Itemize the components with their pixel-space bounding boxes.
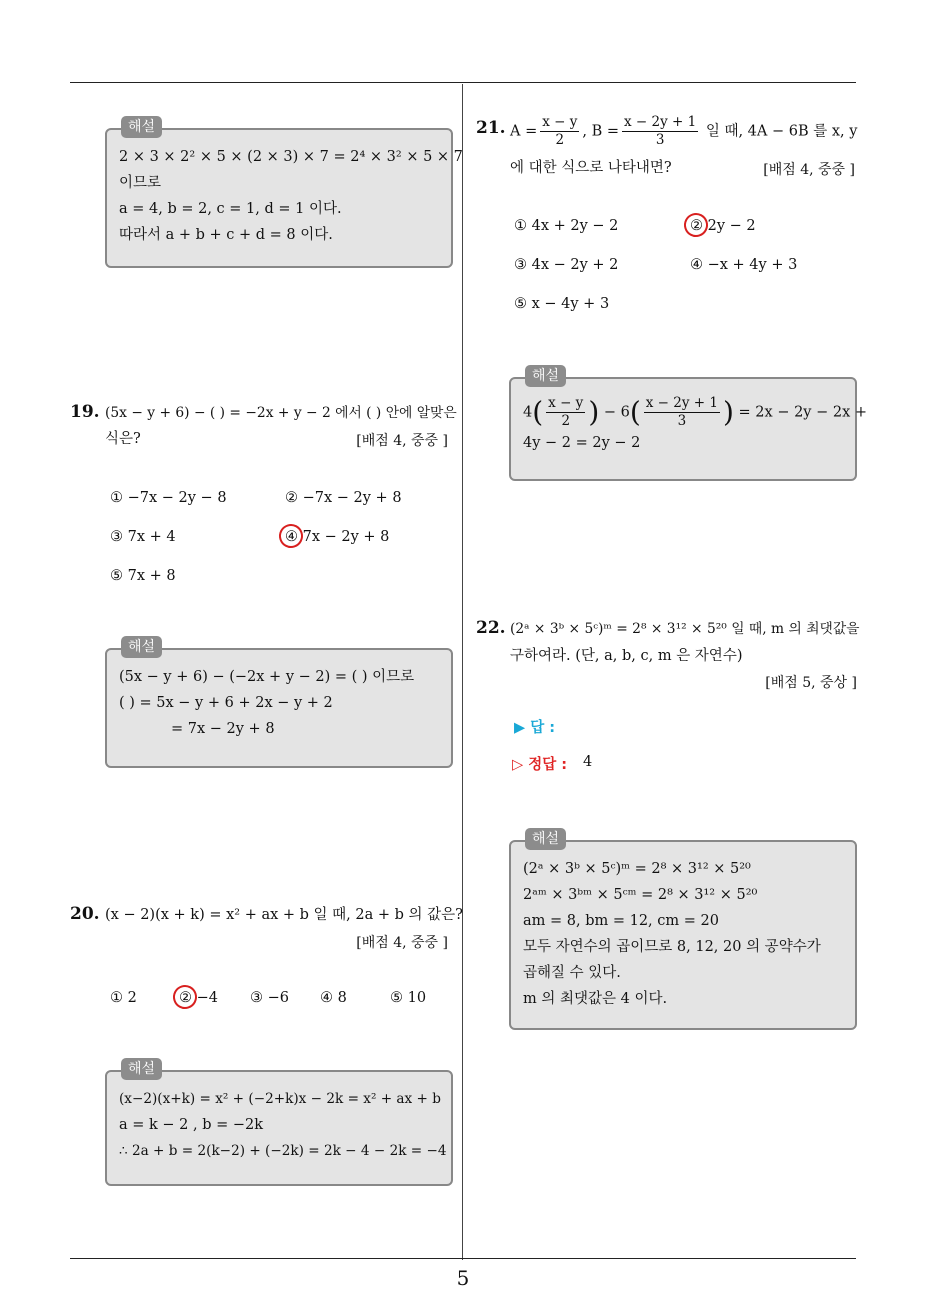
option-4[interactable]: ④ −x + 4y + 3: [690, 257, 798, 273]
option-4[interactable]: ④ 8: [320, 990, 347, 1006]
question-text-rest: 일 때, 4A − 6B 를 x, y: [701, 123, 858, 140]
option-2[interactable]: ② 2y − 2: [690, 218, 756, 234]
explanation-line: a = k − 2 , b = −2k: [119, 1117, 264, 1133]
option-1[interactable]: ① 2: [110, 990, 137, 1006]
question-number: 21.: [476, 118, 506, 138]
question-text: (x − 2)(x + k) = x² + ax + b 일 때, 2a + b 의 값은?: [105, 907, 463, 923]
question-text: 에 대한 식으로 나타내면?: [510, 160, 672, 176]
explanation-tag: 해설: [525, 828, 566, 850]
option-3[interactable]: ③ 4x − 2y + 2: [514, 257, 619, 273]
explanation-line: 곱해질 수 있다.: [523, 965, 621, 981]
page-number: 5: [456, 1266, 470, 1290]
paren: ): [588, 395, 600, 429]
q21-explanation-box: [509, 368, 868, 481]
denominator: 3: [655, 132, 665, 148]
paren: (: [532, 395, 544, 429]
explanation-tag: 해설: [121, 1058, 162, 1080]
numerator: x − 2y + 1: [645, 395, 718, 411]
explanation-line: 모두 자연수의 곱이므로 8, 12, 20 의 공약수가: [523, 939, 821, 955]
fraction: [644, 395, 720, 430]
explanation-line: 따라서 a + b + c + d = 8 이다.: [119, 227, 333, 243]
option-3[interactable]: ③ −6: [250, 990, 289, 1006]
points-label: [배점 5, 중상 ]: [765, 675, 857, 691]
explanation-tag: 해설: [121, 636, 162, 658]
numerator: x − y: [548, 395, 584, 411]
question-text: 식은?: [105, 431, 141, 447]
question-text: 구하여라. (단, a, b, c, m 은 자연수): [510, 648, 743, 664]
denominator: 2: [561, 413, 571, 429]
q20-explanation-box: [105, 1061, 453, 1186]
explanation-line: am = 8, bm = 12, cm = 20: [523, 913, 719, 929]
denominator: 2: [555, 132, 565, 148]
q22-explanation-box: [509, 831, 857, 1030]
answer-label: ▶ 답 :: [514, 720, 556, 736]
q19-explanation-box: [105, 639, 453, 768]
paren: ): [723, 395, 734, 429]
question-number: 22.: [476, 618, 506, 638]
formula-a-label: A =: [510, 123, 538, 140]
option-4[interactable]: ④ 7x − 2y + 8: [285, 529, 390, 545]
explanation-line: a = 4, b = 2, c = 1, d = 1 이다.: [119, 201, 342, 217]
q18-explanation-box: [105, 119, 463, 268]
fraction: [540, 114, 579, 149]
selected-answer-circle: [276, 521, 306, 551]
points-label: [배점 4, 중중 ]: [763, 162, 855, 178]
explanation-line: 이므로: [119, 175, 162, 191]
option-2[interactable]: ② −7x − 2y + 8: [285, 490, 402, 506]
selected-answer-circle: [681, 210, 711, 240]
explanation-line: (x−2)(x+k) = x² + (−2+k)x − 2k = x² + ax + b: [119, 1091, 441, 1107]
option-1[interactable]: ① 4x + 2y − 2: [514, 218, 619, 234]
explanation-line: 2 × 3 × 2² × 5 × (2 × 3) × 7 = 2⁴ × 3² × 5 × 7: [119, 149, 463, 165]
numerator: x − y: [542, 114, 578, 130]
explanation-line: m 의 최댓값은 4 이다.: [523, 991, 668, 1007]
points-label: [배점 4, 중중 ]: [356, 935, 448, 951]
paren: (: [629, 395, 641, 429]
explanation-line: (2ᵃ × 3ᵇ × 5ᶜ)ᵐ = 2⁸ × 3¹² × 5²⁰: [523, 861, 751, 877]
bottom-rule: [70, 1258, 856, 1259]
fraction: [622, 114, 698, 149]
option-3[interactable]: ③ 7x + 4: [110, 529, 176, 545]
question-number: 19.: [70, 402, 100, 422]
coefficient: 4: [523, 404, 533, 421]
operator: − 6: [599, 404, 630, 421]
fraction: [546, 395, 585, 430]
explanation-line: (5x − y + 6) − (−2x + y − 2) = ( ) 이므로: [119, 669, 415, 685]
top-rule: [70, 82, 856, 83]
question-text: [510, 114, 857, 149]
option-2[interactable]: ② −4: [179, 990, 218, 1006]
question-text: (5x − y + 6) − ( ) = −2x + y − 2 에서 ( ) 안에 알맞은: [105, 405, 457, 421]
explanation-line: ∴ 2a + b = 2(k−2) + (−2k) = 2k − 4 − 2k = −4: [119, 1143, 447, 1159]
explanation-tag: 해설: [121, 116, 162, 138]
explanation-line: = 7x − 2y + 8: [171, 721, 275, 737]
correct-answer-label: ▷ 정답 :: [512, 757, 568, 773]
result: = 2x − 2y − 2x +: [733, 404, 868, 421]
selected-answer-circle: [170, 982, 200, 1012]
explanation-line: 4y − 2 = 2y − 2: [523, 435, 641, 451]
formula-b-label: , B =: [582, 123, 620, 140]
points-label: [배점 4, 중중 ]: [356, 433, 448, 449]
question-text: (2ᵃ × 3ᵇ × 5ᶜ)ᵐ = 2⁸ × 3¹² × 5²⁰ 일 때, m 의 최댓값을: [510, 621, 860, 637]
option-1[interactable]: ① −7x − 2y − 8: [110, 490, 227, 506]
option-5[interactable]: ⑤ 10: [390, 990, 427, 1006]
option-5[interactable]: ⑤ x − 4y + 3: [514, 296, 610, 312]
explanation-line: [523, 395, 868, 430]
numerator: x − 2y + 1: [624, 114, 697, 130]
correct-answer-value: 4: [583, 754, 593, 770]
question-number: 20.: [70, 904, 100, 924]
column-divider: [462, 84, 463, 1260]
explanation-line: ( ) = 5x − y + 6 + 2x − y + 2: [119, 695, 333, 711]
explanation-line: 2ᵃᵐ × 3ᵇᵐ × 5ᶜᵐ = 2⁸ × 3¹² × 5²⁰: [523, 887, 758, 903]
denominator: 3: [677, 413, 687, 429]
option-5[interactable]: ⑤ 7x + 8: [110, 568, 176, 584]
explanation-tag: 해설: [525, 365, 566, 387]
